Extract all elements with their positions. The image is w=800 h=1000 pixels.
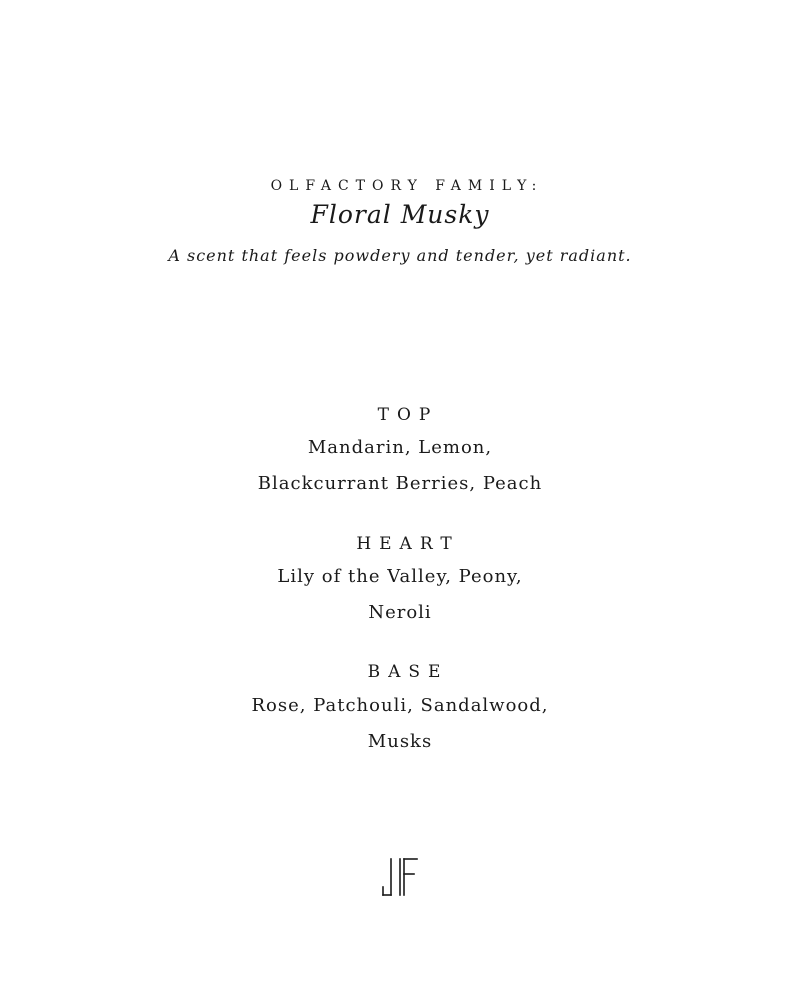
- heart-notes-line: Lily of the Valley, Peony,: [277, 566, 523, 587]
- top-notes-line: Blackcurrant Berries, Peach: [257, 473, 543, 494]
- base-notes-heading: BASE: [367, 662, 449, 682]
- jf-monogram-icon: [381, 857, 419, 897]
- olfactory-family-name: Floral Musky: [310, 200, 490, 229]
- heart-notes-heading: HEART: [356, 534, 460, 554]
- olfactory-family-label: OLFACTORY FAMILY:: [270, 178, 544, 194]
- olfactory-family-description: A scent that feels powdery and tender, yet radiant.: [168, 246, 632, 265]
- top-notes-heading: TOP: [377, 405, 439, 425]
- heart-notes-line: Neroli: [368, 602, 432, 623]
- top-notes-line: Mandarin, Lemon,: [307, 437, 493, 458]
- base-notes-line: Musks: [367, 731, 433, 752]
- base-notes-line: Rose, Patchouli, Sandalwood,: [251, 695, 549, 716]
